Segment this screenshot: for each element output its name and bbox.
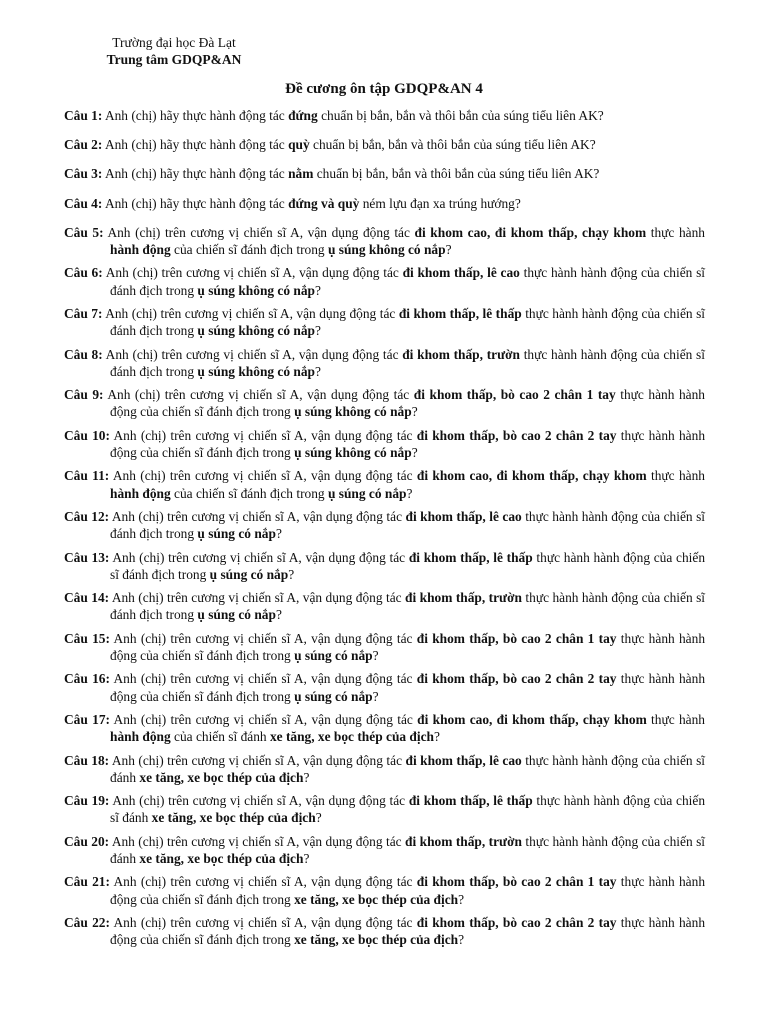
question-item bbox=[64, 305, 705, 339]
question-emphasis: ụ súng không có nắp bbox=[327, 242, 446, 258]
question-item bbox=[64, 107, 705, 124]
question-label: Câu 22: bbox=[64, 914, 110, 930]
question-text: Anh (chị) trên cương vị chiến sĩ A, vận dụng động tác bbox=[113, 671, 417, 687]
question-text: thực hành hành động của chiến sĩ đánh địch trong bbox=[110, 387, 706, 420]
question-emphasis: đi khom cao, đi khom thấp, chạy khom bbox=[414, 224, 647, 240]
question-label: Câu 12: bbox=[64, 508, 110, 524]
question-text: Anh (chị) hãy thực hành động tác bbox=[104, 108, 289, 123]
school-name: Trường đại học Đà Lạt bbox=[112, 35, 236, 50]
question-item bbox=[64, 670, 705, 704]
question-emphasis: xe tăng, xe bọc thép của địch bbox=[269, 729, 434, 745]
question-emphasis: ụ súng có nắp bbox=[327, 485, 407, 501]
question-emphasis: ụ súng không có nắp bbox=[197, 323, 316, 339]
question-emphasis: đi khom thấp, trườn bbox=[405, 833, 522, 849]
question-emphasis: hành động bbox=[110, 729, 171, 745]
question-emphasis: ụ súng có nắp bbox=[294, 688, 373, 704]
question-text: Anh (chị) trên cương vị chiến sĩ A, vận dụng động tác bbox=[111, 752, 406, 768]
question-text: chuẩn bị bắn, bắn và thôi bắn của súng tiểu liên AK? bbox=[309, 137, 596, 153]
question-item bbox=[64, 386, 705, 420]
question-text: của chiến sĩ đánh địch trong bbox=[170, 242, 328, 258]
question-text: ? bbox=[275, 607, 282, 623]
question-label: Câu 8: bbox=[64, 346, 103, 362]
question-text: ? bbox=[315, 282, 321, 298]
question-item bbox=[64, 467, 705, 501]
question-emphasis: hành động bbox=[110, 485, 171, 501]
question-label: Câu 4: bbox=[64, 195, 103, 211]
question-emphasis: đi khom thấp, lê thấp bbox=[398, 306, 522, 321]
question-label: Câu 10: bbox=[64, 427, 110, 443]
question-text: Anh (chị) trên cương vị chiến sĩ A, vận dụng động tác bbox=[111, 590, 406, 606]
question-text: chuẩn bị bắn, bắn và thôi bắn của súng tiểu liên AK? bbox=[317, 108, 604, 123]
question-emphasis: hành động bbox=[110, 242, 171, 258]
question-emphasis: đi khom thấp, lê cao bbox=[402, 265, 520, 281]
question-text: ? bbox=[288, 566, 295, 582]
question-text: Anh (chị) trên cương vị chiến sĩ A, vận dụng động tác bbox=[107, 387, 414, 403]
question-text: Anh (chị) trên cương vị chiến sĩ A, vận dụng động tác bbox=[112, 793, 409, 809]
question-item bbox=[64, 508, 705, 542]
question-text: Anh (chị) trên cương vị chiến sĩ A, vận dụng động tác bbox=[105, 265, 403, 281]
question-text: Anh (chị) trên cương vị chiến sĩ A, vận dụng động tác bbox=[113, 914, 417, 930]
question-emphasis: đi khom thấp, lê thấp bbox=[408, 793, 533, 809]
question-text: Anh (chị) trên cương vị chiến sĩ A, vận dụng động tác bbox=[113, 711, 418, 727]
center-name: Trung tâm GDQP&AN bbox=[106, 52, 242, 67]
question-emphasis: đi khom thấp, bò cao 2 chân 2 tay bbox=[416, 914, 617, 930]
question-text: ? bbox=[372, 688, 379, 704]
question-emphasis: xe tăng, xe bọc thép của địch bbox=[294, 932, 459, 948]
question-label: Câu 16: bbox=[64, 671, 110, 687]
question-text: ? bbox=[372, 647, 379, 663]
question-emphasis: xe tăng, xe bọc thép của địch bbox=[294, 891, 459, 907]
question-text: ? bbox=[458, 891, 465, 907]
question-text: Anh (chị) trên cương vị chiến sĩ A, vận dụng động tác bbox=[113, 427, 417, 443]
question-text: ? bbox=[411, 404, 418, 420]
question-emphasis: xe tăng, xe bọc thép của địch bbox=[139, 769, 304, 785]
question-item bbox=[64, 195, 705, 212]
question-text: ném lựu đạn xa trúng hướng? bbox=[359, 195, 521, 211]
question-text: Anh (chị) trên cương vị chiến sĩ A, vận dụng động tác bbox=[112, 549, 409, 565]
question-text: ? bbox=[406, 485, 413, 501]
question-item bbox=[64, 136, 705, 153]
question-emphasis: đi khom thấp, bò cao 2 chân 2 tay bbox=[416, 427, 617, 443]
question-text: chuẩn bị bắn, bắn và thôi bắn của súng tiểu liên AK? bbox=[313, 166, 600, 182]
question-item bbox=[64, 224, 705, 258]
question-text: thực hành bbox=[646, 224, 705, 240]
question-label: Câu 19: bbox=[64, 793, 110, 809]
question-text: ? bbox=[315, 810, 322, 826]
question-text: thực hành hành động của chiến sĩ đánh bbox=[110, 752, 705, 785]
document-header bbox=[64, 34, 284, 68]
question-item bbox=[64, 752, 705, 786]
question-text: thực hành hành động của chiến sĩ đánh địch trong bbox=[110, 549, 706, 582]
question-item bbox=[64, 589, 705, 623]
question-text: Anh (chị) trên cương vị chiến sĩ A, vận dụng động tác bbox=[112, 468, 417, 484]
question-text: của chiến sĩ đánh bbox=[170, 729, 270, 745]
question-text: của chiến sĩ đánh địch trong bbox=[170, 485, 328, 501]
question-item bbox=[64, 630, 705, 664]
question-label: Câu 21: bbox=[64, 874, 110, 890]
question-emphasis: đi khom thấp, lê cao bbox=[405, 752, 522, 768]
question-list bbox=[64, 107, 705, 955]
question-text: Anh (chị) trên cương vị chiến sĩ A, vận dụng động tác bbox=[105, 306, 399, 321]
question-text: Anh (chị) hãy thực hành động tác bbox=[104, 137, 289, 153]
question-emphasis: đi khom thấp, lê cao bbox=[405, 508, 522, 524]
question-text: ? bbox=[275, 526, 282, 542]
question-text: thực hành hành động của chiến sĩ đánh địch trong bbox=[110, 630, 706, 663]
question-item bbox=[64, 914, 705, 948]
question-text: thực hành hành động của chiến sĩ đánh địch trong bbox=[110, 427, 706, 460]
question-label: Câu 6: bbox=[64, 265, 103, 281]
question-text: ? bbox=[445, 242, 452, 258]
question-emphasis: đi khom thấp, bò cao 2 chân 1 tay bbox=[416, 874, 617, 890]
question-emphasis: ụ súng không có nắp bbox=[197, 282, 316, 298]
question-text: Anh (chị) trên cương vị chiến sĩ A, vận dụng động tác bbox=[107, 224, 415, 240]
question-label: Câu 9: bbox=[64, 387, 104, 403]
question-emphasis: đi khom cao, đi khom thấp, chạy khom bbox=[417, 711, 647, 727]
question-text: thực hành hành động của chiến sĩ đánh bbox=[110, 833, 706, 866]
question-label: Câu 20: bbox=[64, 833, 110, 849]
question-emphasis: đi khom thấp, trườn bbox=[405, 590, 522, 606]
question-emphasis: đứng và quỳ bbox=[288, 195, 360, 211]
question-item bbox=[64, 792, 705, 826]
question-item bbox=[64, 833, 705, 867]
question-item bbox=[64, 346, 705, 380]
question-text: ? bbox=[315, 363, 321, 379]
question-label: Câu 7: bbox=[64, 306, 103, 321]
question-emphasis: đi khom thấp, bò cao 2 chân 1 tay bbox=[416, 630, 617, 646]
question-emphasis: ụ súng có nắp bbox=[294, 647, 373, 663]
question-emphasis: xe tăng, xe bọc thép của địch bbox=[151, 810, 316, 826]
question-emphasis: ụ súng không có nắp bbox=[294, 404, 412, 420]
question-emphasis: xe tăng, xe bọc thép của địch bbox=[139, 850, 304, 866]
question-text: Anh (chị) trên cương vị chiến sĩ A, vận dụng động tác bbox=[111, 833, 406, 849]
question-emphasis: đi khom thấp, bò cao 2 chân 2 tay bbox=[416, 671, 617, 687]
question-text: ? bbox=[434, 729, 440, 745]
question-text: ? bbox=[303, 769, 310, 785]
question-text: Anh (chị) trên cương vị chiến sĩ A, vận dụng động tác bbox=[113, 874, 417, 890]
question-item bbox=[64, 427, 705, 461]
question-emphasis: quỳ bbox=[288, 137, 310, 153]
question-emphasis: ụ súng có nắp bbox=[197, 607, 276, 623]
question-text: thực hành hành động của chiến sĩ đánh địch trong bbox=[110, 874, 706, 907]
question-emphasis: nằm bbox=[288, 166, 314, 182]
question-text: thực hành hành động của chiến sĩ đánh địch trong bbox=[110, 914, 706, 948]
question-text: thực hành hành động của chiến sĩ đánh địch trong bbox=[110, 590, 706, 623]
question-item bbox=[64, 165, 705, 182]
question-emphasis: đứng bbox=[288, 108, 318, 123]
question-text: Anh (chị) hãy thực hành động tác bbox=[104, 195, 289, 211]
question-label: Câu 13: bbox=[64, 549, 110, 565]
question-emphasis: đi khom thấp, trườn bbox=[402, 346, 520, 362]
question-label: Câu 18: bbox=[64, 752, 110, 768]
question-text: thực hành bbox=[646, 468, 705, 484]
question-text: Anh (chị) hãy thực hành động tác bbox=[104, 166, 289, 182]
question-emphasis: ụ súng không có nắp bbox=[294, 444, 412, 460]
question-text: ? bbox=[303, 850, 310, 866]
question-label: Câu 15: bbox=[64, 630, 110, 646]
question-text: thực hành hành động của chiến sĩ đánh địch trong bbox=[110, 265, 706, 298]
question-text: Anh (chị) trên cương vị chiến sĩ A, vận dụng động tác bbox=[105, 346, 403, 362]
question-label: Câu 17: bbox=[64, 711, 110, 727]
question-item bbox=[64, 873, 705, 907]
question-emphasis: ụ súng có nắp bbox=[197, 526, 276, 542]
question-item bbox=[64, 549, 705, 583]
question-emphasis: ụ súng có nắp bbox=[209, 566, 289, 582]
question-label: Câu 2: bbox=[64, 137, 103, 153]
question-text: thực hành hành động của chiến sĩ đánh bbox=[110, 793, 706, 826]
question-label: Câu 5: bbox=[64, 224, 104, 240]
question-emphasis: đi khom cao, đi khom thấp, chạy khom bbox=[416, 468, 647, 484]
question-text: thực hành hành động của chiến sĩ đánh địch trong bbox=[110, 671, 706, 704]
question-text: ? bbox=[411, 444, 418, 460]
question-label: Câu 14: bbox=[64, 590, 110, 606]
question-item bbox=[64, 711, 705, 745]
question-text: ? bbox=[315, 323, 321, 339]
question-text: thực hành hành động của chiến sĩ đánh địch trong bbox=[110, 508, 705, 542]
question-text: thực hành hành động của chiến sĩ đánh địch trong bbox=[110, 346, 705, 379]
question-emphasis: đi khom thấp, bò cao 2 chân 1 tay bbox=[413, 387, 616, 403]
question-text: thực hành bbox=[646, 711, 705, 727]
question-emphasis: ụ súng không có nắp bbox=[197, 363, 316, 379]
question-label: Câu 3: bbox=[64, 166, 103, 182]
question-emphasis: đi khom thấp, lê thấp bbox=[408, 549, 533, 565]
question-label: Câu 11: bbox=[64, 468, 110, 484]
question-text: thực hành hành động của chiến sĩ đánh địch trong bbox=[110, 306, 706, 339]
question-text: Anh (chị) trên cương vị chiến sĩ A, vận dụng động tác bbox=[111, 508, 406, 524]
question-text: Anh (chị) trên cương vị chiến sĩ A, vận dụng động tác bbox=[113, 630, 417, 646]
page-title: Đề cương ôn tập GDQP&AN 4 bbox=[285, 81, 483, 97]
question-item bbox=[64, 264, 705, 298]
question-label: Câu 1: bbox=[64, 108, 103, 123]
question-text: ? bbox=[458, 932, 465, 948]
